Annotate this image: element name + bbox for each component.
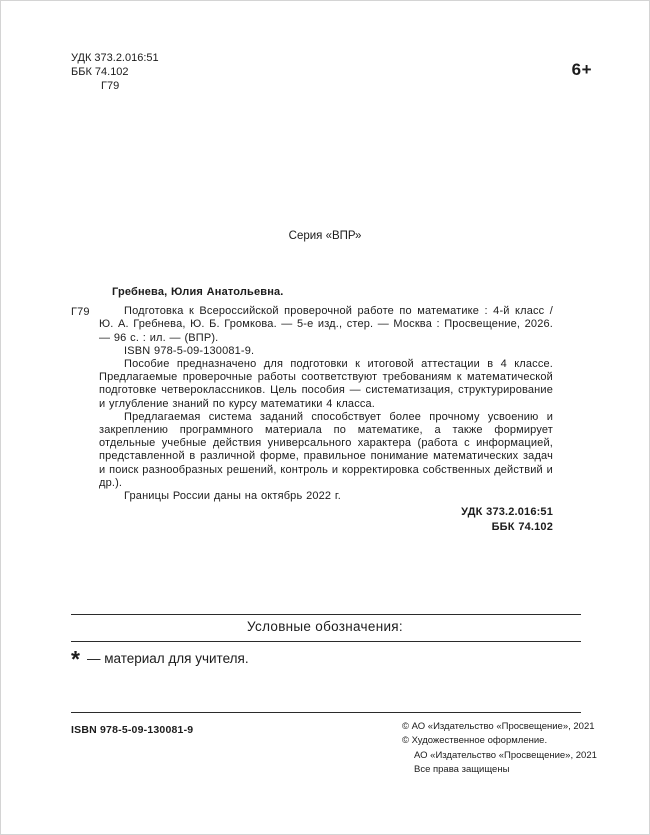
classification-codes-right [99, 505, 553, 534]
divider [71, 614, 581, 615]
copyright-line: Все права защищены [414, 763, 510, 775]
series-line: Серия «ВПР» [288, 230, 362, 242]
udk-code-right: УДК 373.2.016:51 [461, 506, 553, 519]
teacher-material-star-icon: * [71, 646, 80, 672]
annotation-paragraph: Пособие предназначено для подготовки к итоговой аттестации в 4 классе. Предлагаемые проверочные работы соответствуют требованиям к математической подготовке четвероклассников. Цель пособия — систематизация, структурирование и углубление знаний по курсу математики 4 класса. [99, 358, 553, 410]
age-rating-badge: 6+ [571, 60, 592, 79]
copyright-line: © Художественное оформление. [402, 735, 548, 747]
copyright-line: АО «Издательство «Просвещение», 2021 [414, 749, 597, 761]
classification-codes-top [71, 51, 159, 93]
bibliographic-description: Подготовка к Всероссийской проверочной работе по математике : 4-й класс / Ю. А. Гребнева, Ю. Б. Громкова. — 5-е изд., стер. — Москва : Просвещение, 2026. — 96 с. : ил. — (ВПР). [99, 305, 553, 344]
imprint-block [71, 286, 553, 534]
entry-code: Г79 [71, 306, 90, 318]
udk-code: УДК 373.2.016:51 [71, 52, 159, 64]
annotation-paragraph: Предлагаемая система заданий способствует более прочному усвоению и закреплению программного материала по математике, а также формирует отдельные учебные действия универсального характера (работа с информацией, представленной в различной форме, правильное понимание математических задач и поиск разнообразных решений, контроль и корректировка собственных действий и др.). [99, 410, 553, 489]
copyright-block [402, 720, 597, 777]
map-borders-note: Границы России даны на октябрь 2022 г. [124, 490, 341, 503]
footer-isbn: ISBN 978-5-09-130081-9 [71, 724, 194, 736]
author-heading: Гребнева, Юлия Анатольевна. [112, 286, 284, 298]
legend-title: Условные обозначения: [247, 619, 403, 634]
bbk-code-right: ББК 74.102 [491, 520, 553, 533]
bbk-code: ББК 74.102 [71, 66, 129, 78]
divider [71, 712, 581, 713]
legend-entry [71, 646, 249, 673]
author-sign-code: Г79 [101, 80, 120, 92]
isbn-line: ISBN 978-5-09-130081-9. [124, 344, 255, 357]
legend-text: — материал для учителя. [86, 651, 249, 666]
divider [71, 641, 581, 642]
copyright-line: © АО «Издательство «Просвещение», 2021 [402, 721, 595, 732]
